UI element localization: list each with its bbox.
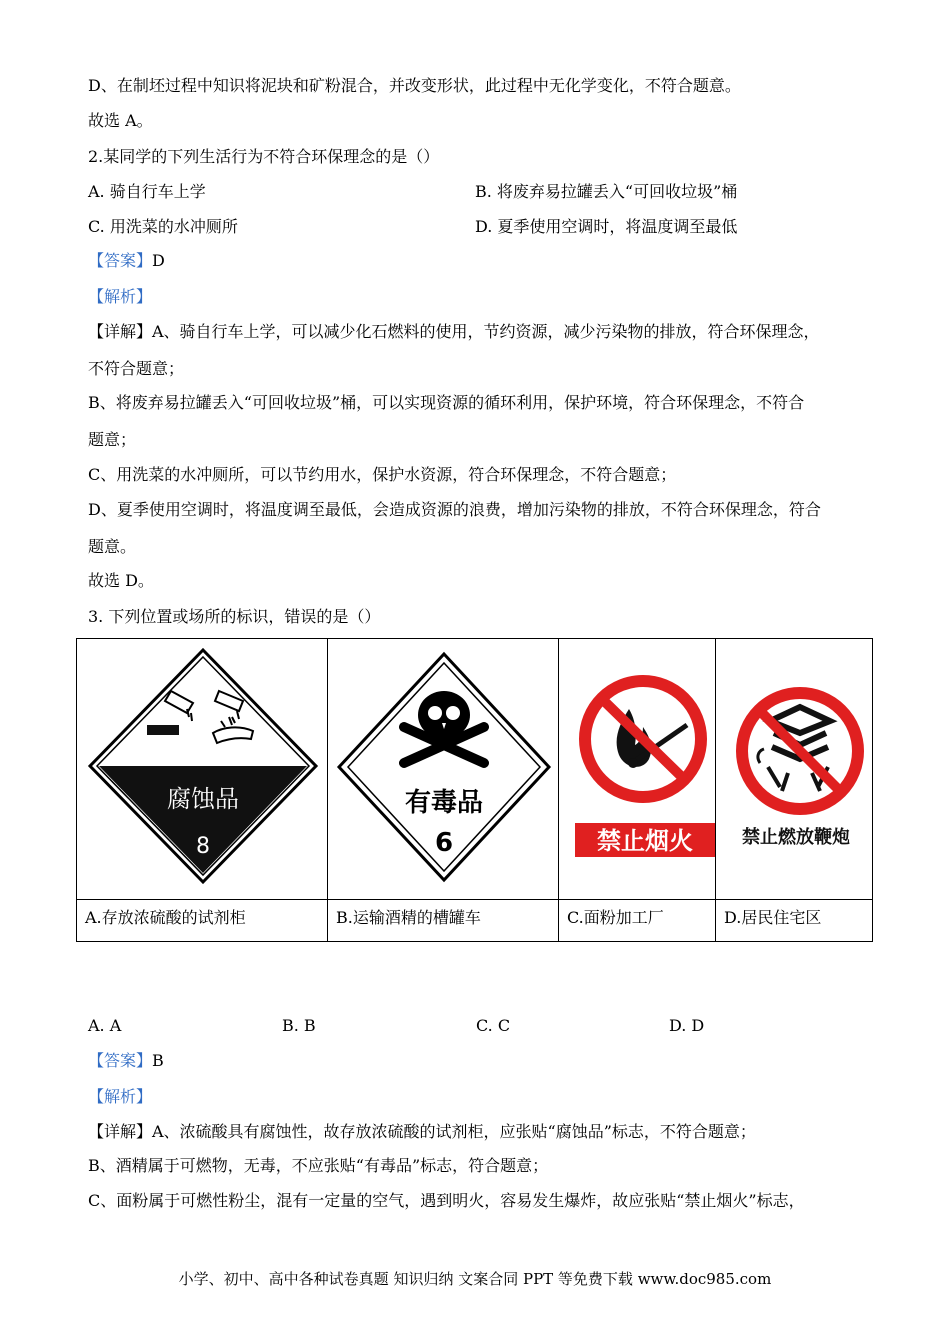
text-line: 【详解】A、骑自行车上学，可以减少化石燃料的使用，节约资源，减少污染物的排放，符合环保理念， (88, 322, 820, 341)
text-line: B、将废弃易拉罐丢入“可回收垃圾”桶，可以实现资源的循环利用，保护环境，符合环保理念，不符合 (88, 393, 805, 412)
sign-b-text: 有毒品 (404, 788, 484, 818)
sign-b-number: 6 (434, 828, 454, 858)
text-line: C、面粉属于可燃性粉尘，混有一定量的空气，遇到明火，容易发生爆炸，故应张贴“禁止烟火”标志， (88, 1191, 805, 1210)
text-line: D、在制坯过程中知识将泥块和矿粉混合，并改变形状，此过程中无化学变化，不符合题意。 (88, 76, 741, 95)
corrosive-sign (87, 647, 319, 885)
text-line: 题意； (88, 430, 137, 449)
sign-cell-d (716, 639, 872, 941)
text-line: D、夏季使用空调时，将温度调至最低，会造成资源的浪费，增加污染物的排放，不符合环保理念，符合 (88, 500, 821, 519)
sign-cell-b (328, 639, 559, 941)
sign-c-text: 禁止烟火 (597, 827, 693, 855)
toxic-sign (336, 651, 552, 883)
text-line: B、酒精属于可燃物，无毒，不应张贴“有毒品”标志，符合题意； (88, 1156, 549, 1175)
sign-a-number: 8 (196, 834, 210, 859)
q2-option-d: D. 夏季使用空调时，将温度调至最低 (475, 217, 738, 236)
q3-option-c: C. C (476, 1016, 511, 1035)
question-2: 2.某同学的下列生活行为不符合环保理念的是（） (88, 147, 440, 166)
caption-a: A.存放浓硫酸的试剂柜 (85, 908, 246, 927)
page-footer: 小学、初中、高中各种试卷真题 知识归纳 文案合同 PPT 等免费下载 www.doc985.com (178, 1270, 772, 1288)
no-firecracker-sign (728, 677, 864, 857)
q2-option-c: C. 用洗菜的水冲厕所 (88, 217, 238, 236)
q2-option-b: B. 将废弃易拉罐丢入“可回收垃圾”桶 (475, 182, 738, 201)
text-line: C、用洗菜的水冲厕所，可以节约用水，保护水资源，符合环保理念，不符合题意； (88, 465, 677, 484)
q2-answer (88, 250, 165, 272)
answer-value: D (152, 251, 165, 270)
no-fire-sign (575, 669, 715, 859)
signs-table (76, 638, 873, 942)
caption-b: B.运输酒精的槽罐车 (336, 908, 481, 927)
text-line: 题意。 (88, 537, 137, 556)
sign-cell-c (559, 639, 716, 941)
caption-c: C.面粉加工厂 (567, 908, 664, 927)
text-line: 故选 D。 (88, 571, 154, 590)
answer-value: B (152, 1051, 164, 1070)
text-line: 不符合题意； (88, 359, 185, 378)
q3-option-d: D. D (669, 1016, 705, 1035)
answer-tag: 【答案】 (88, 1051, 153, 1070)
text-line: 故选 A。 (88, 111, 153, 130)
caption-d: D.居民住宅区 (724, 908, 822, 927)
sign-cell-a (77, 639, 328, 941)
q2-analysis-tag: 【解析】 (88, 287, 153, 306)
text-line: 【详解】A、浓硫酸具有腐蚀性，故存放浓硫酸的试剂柜，应张贴“腐蚀品”标志，不符合题意； (88, 1122, 756, 1141)
answer-tag: 【答案】 (88, 251, 153, 270)
q3-option-a: A. A (88, 1016, 122, 1035)
q3-analysis-tag: 【解析】 (88, 1087, 153, 1106)
sign-d-text: 禁止燃放鞭炮 (742, 827, 850, 848)
sign-a-text: 腐蚀品 (167, 785, 239, 813)
q3-answer (88, 1050, 164, 1072)
q3-option-b: B. B (282, 1016, 316, 1035)
q2-option-a: A. 骑自行车上学 (88, 182, 206, 201)
question-3: 3. 下列位置或场所的标识，错误的是（） (88, 607, 381, 626)
